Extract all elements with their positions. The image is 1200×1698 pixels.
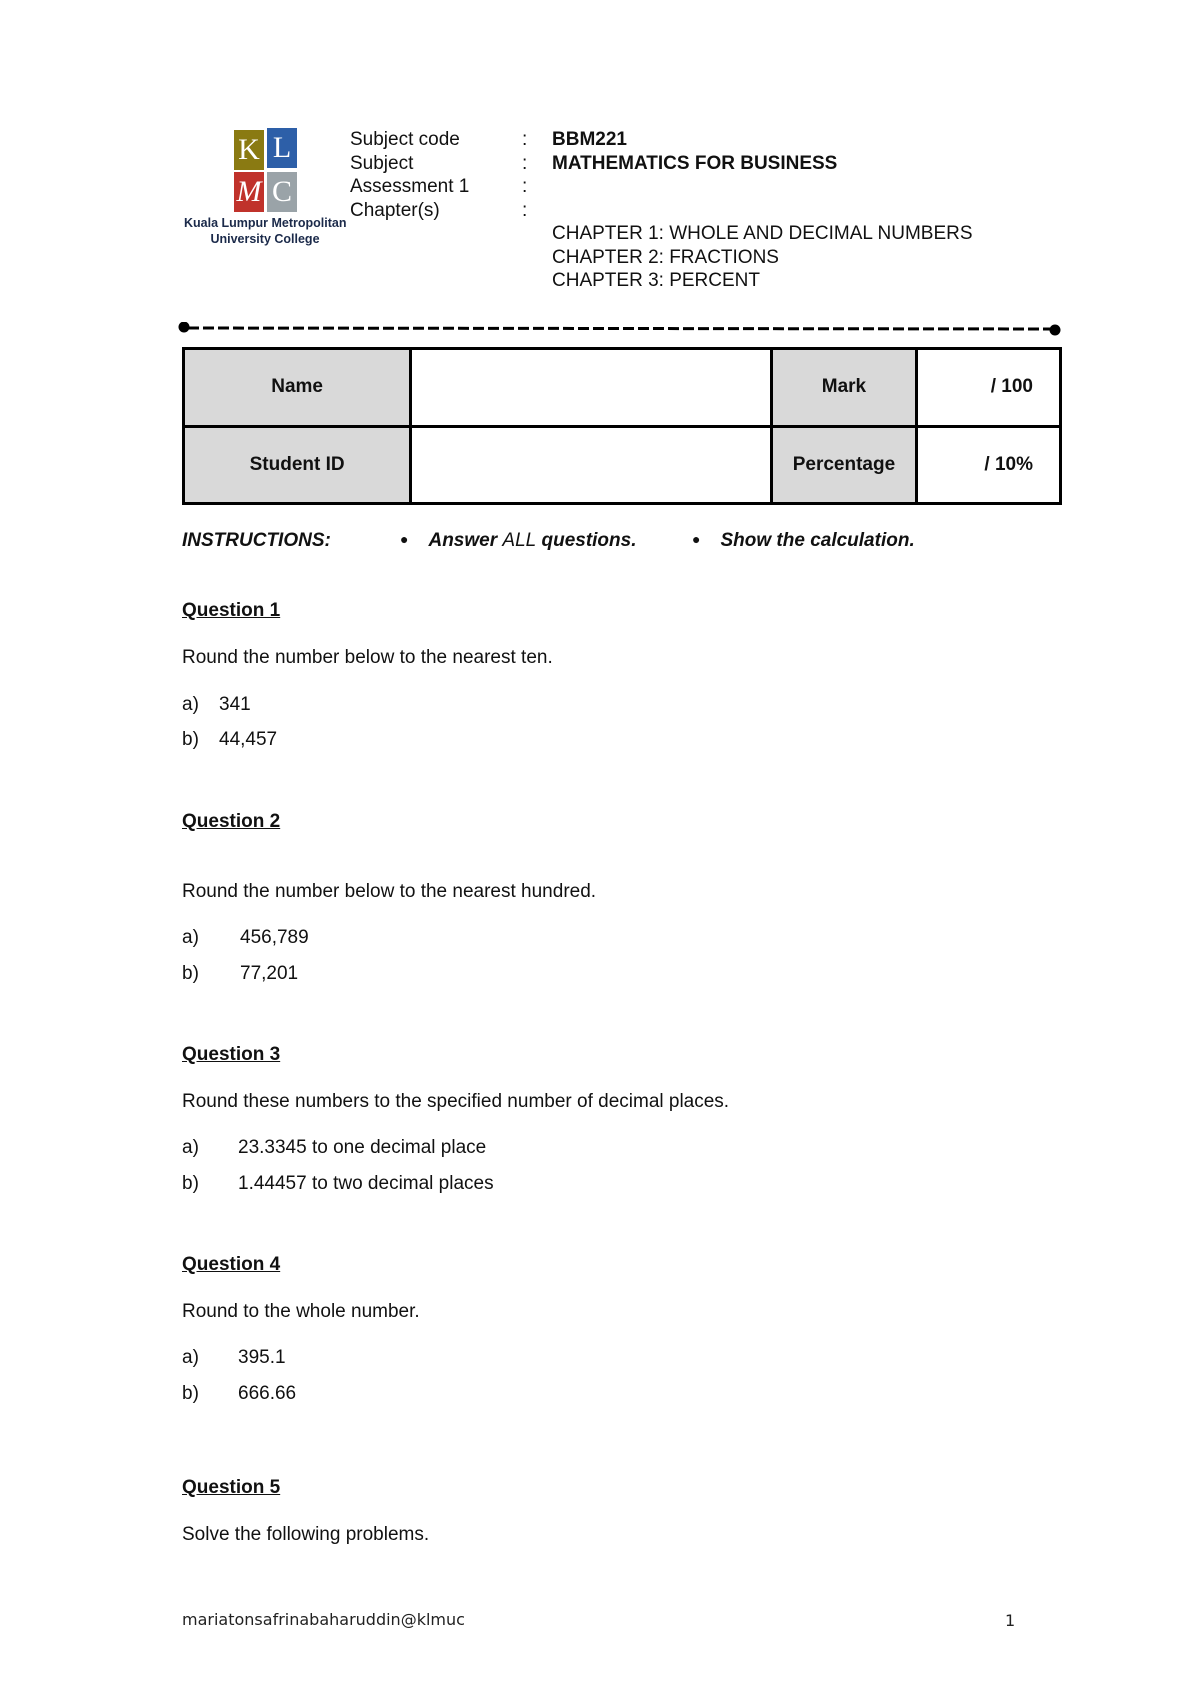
- college-logo: [184, 128, 346, 248]
- item-text: 1.44457 to two decimal places: [238, 1173, 494, 1194]
- instructions-title: INSTRUCTIONS:: [182, 530, 331, 551]
- name-label: Name: [184, 349, 411, 427]
- bullet-icon: ●: [692, 531, 701, 547]
- mark-label: Mark: [771, 349, 917, 427]
- instruction-show-calculation: [692, 530, 915, 552]
- question-title: Question 1: [182, 600, 281, 621]
- instruction-2: Show the calculation.: [720, 530, 915, 551]
- percentage-value[interactable]: / 10%: [917, 426, 1061, 504]
- question-4-prompt: Round to the whole number.: [182, 1301, 420, 1322]
- question-1: [182, 600, 280, 622]
- question-5: [182, 1477, 280, 1499]
- question-2: [182, 811, 280, 833]
- question-1-item-a: [182, 694, 251, 716]
- question-3: [182, 1044, 280, 1066]
- question-3-prompt: Round these numbers to the specified number of decimal places.: [182, 1091, 730, 1112]
- question-title: Question 5: [182, 1477, 281, 1498]
- chapter-3: CHAPTER 3: PERCENT: [552, 270, 760, 291]
- question-title: Question 3: [182, 1044, 281, 1065]
- item-letter: b): [182, 729, 199, 750]
- logo-tile-c: C: [267, 172, 297, 212]
- chapters-label: Chapter(s): [350, 199, 440, 221]
- subject-code-label: Subject code: [350, 129, 460, 150]
- chapter-1: CHAPTER 1: WHOLE AND DECIMAL NUMBERS: [552, 223, 973, 244]
- item-text: 77,201: [240, 963, 299, 984]
- student-id-label: Student ID: [184, 426, 411, 504]
- page-number: 1: [1005, 1611, 1016, 1630]
- question-4-item-b: [182, 1383, 297, 1405]
- student-id-field[interactable]: [411, 426, 771, 504]
- mark-value[interactable]: / 100: [917, 349, 1061, 427]
- question-2-item-a: [182, 927, 309, 949]
- item-letter: b): [182, 1173, 199, 1194]
- subject-value: MATHEMATICS FOR BUSINESS: [552, 152, 838, 174]
- subject-label: Subject: [350, 152, 414, 174]
- instruction-1a: Answer: [428, 530, 503, 551]
- table-row: [184, 349, 1061, 427]
- question-5-prompt: Solve the following problems.: [182, 1524, 430, 1545]
- colon: :: [522, 152, 528, 174]
- question-3-item-b: [182, 1173, 494, 1195]
- logo-name-line2: University College: [210, 232, 320, 246]
- question-title: Question 2: [182, 811, 281, 832]
- question-title: Question 4: [182, 1254, 281, 1275]
- dashed-divider: [178, 322, 1062, 336]
- item-letter: a): [182, 927, 199, 948]
- question-3-item-a: [182, 1137, 487, 1159]
- student-info-table: [182, 347, 1062, 505]
- question-4: [182, 1254, 280, 1276]
- footer-author: mariatonsafrinabaharuddin@klmuc: [182, 1610, 465, 1629]
- logo-tile-m: M: [234, 172, 264, 212]
- percentage-label: Percentage: [771, 426, 917, 504]
- name-field[interactable]: [411, 349, 771, 427]
- colon: :: [522, 129, 528, 150]
- instruction-1c: questions.: [536, 530, 637, 551]
- logo-name-line1: Kuala Lumpur Metropolitan: [184, 216, 347, 230]
- instruction-answer-all: [400, 530, 637, 552]
- item-letter: a): [182, 1347, 199, 1368]
- question-1-item-b: [182, 729, 278, 751]
- item-text: 44,457: [219, 729, 278, 750]
- logo-tiles: [234, 128, 298, 212]
- colon: :: [522, 199, 528, 221]
- assessment-label: Assessment 1: [350, 176, 470, 197]
- instruction-1b: ALL: [502, 530, 537, 551]
- item-letter: a): [182, 1137, 199, 1158]
- item-letter: b): [182, 1383, 199, 1404]
- question-2-item-b: [182, 963, 299, 985]
- item-text: 23.3345 to one decimal place: [238, 1137, 487, 1158]
- table-row: [184, 426, 1061, 504]
- question-2-prompt: Round the number below to the nearest hundred.: [182, 881, 597, 902]
- logo-tile-l: L: [267, 128, 297, 168]
- item-letter: a): [182, 694, 199, 715]
- question-4-item-a: [182, 1347, 286, 1369]
- logo-tile-k: K: [234, 130, 264, 170]
- item-letter: b): [182, 963, 199, 984]
- question-1-prompt: Round the number below to the nearest ten.: [182, 647, 553, 668]
- item-text: 666.66: [238, 1383, 297, 1404]
- colon: :: [522, 176, 528, 197]
- item-text: 456,789: [240, 927, 309, 948]
- bullet-icon: ●: [400, 531, 409, 547]
- item-text: 341: [219, 694, 251, 715]
- item-text: 395.1: [238, 1347, 286, 1368]
- subject-code-value: BBM221: [552, 129, 627, 150]
- chapter-2: CHAPTER 2: FRACTIONS: [552, 246, 779, 268]
